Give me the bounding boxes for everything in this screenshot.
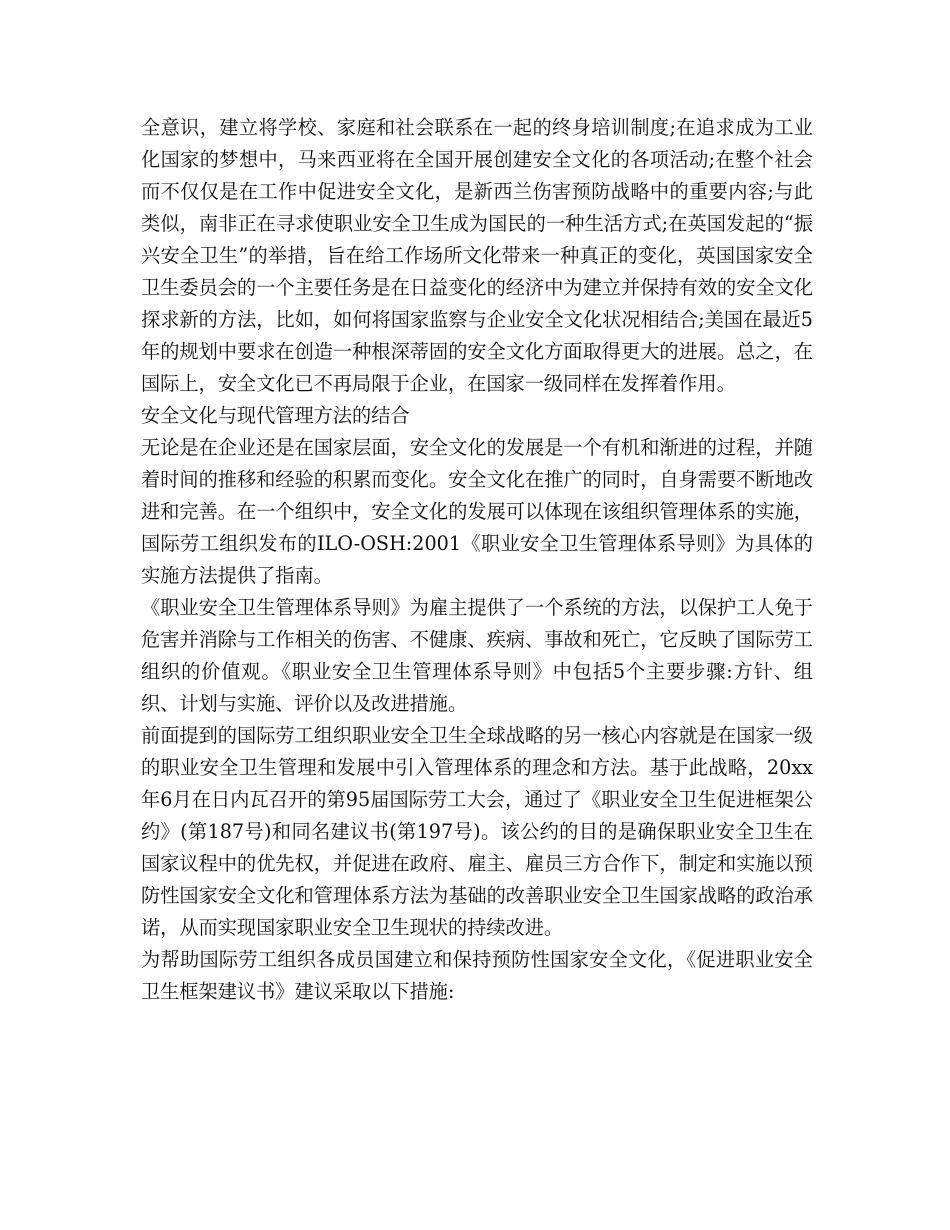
paragraph-recommendation-measures: 为帮助国际劳工组织各成员国建立和保持预防性国家安全文化，《促进职业安全卫生框架建议书》建议采取以下措施: — [141, 948, 813, 1003]
section-heading: 安全文化与现代管理方法的结合 — [141, 404, 410, 427]
paragraph-management-methods: 无论是在企业还是在国家层面，安全文化的发展是一个有机和渐进的过程，并随着时间的推移和经验的积累而变化。安全文化在推广的同时，自身需要不断地改进和完善。在一个组织中，安全文化的发展可以体现在该组织管理体系的实施，国际劳工组织发布的ILO-OSH:2001《职业安全卫生管理体系导则》为具体的实施方法提供了指南。 — [141, 436, 813, 587]
paragraph-ilo-osh-guidelines: 《职业安全卫生管理体系导则》为雇主提供了一个系统的方法，以保护工人免于危害并消除与工作相关的伤害、不健康、疾病、事故和死亡，它反映了国际劳工组织的价值观。《职业安全卫生管理体系导则》中包括5个主要步骤:方针、组织、计划与实施、评价以及改进措施。 — [141, 596, 813, 715]
paragraph-national-safety-culture: 全意识，建立将学校、家庭和社会联系在一起的终身培训制度;在追求成为工业化国家的梦想中，马来西亚将在全国开展创建安全文化的各项活动;在整个社会而不仅仅是在工作中促进安全文化，是新西兰伤害预防战略中的重要内容;与此类似，南非正在寻求使职业安全卫生成为国民的一种生活方式;在英国发起的“振兴安全卫生”的举措，旨在给工作场所文化带来一种真正的变化，英国国家安全卫生委员会的一个主要任务是在日益变化的经济中为建立并保持有效的安全文化探求新的方法，比如，如何将国家监察与企业安全文化状况相结合;美国在最近5年的规划中要求在创造一种根深蒂固的安全文化方面取得更大的进展。总之，在国际上，安全文化已不再局限于企业，在国家一级同样在发挥着作用。 — [141, 116, 813, 395]
paragraph-global-strategy: 前面提到的国际劳工组织职业安全卫生全球战略的另一核心内容就是在国家一级的职业安全卫生管理和发展中引入管理体系的理念和方法。基于此战略，20xx年6月在日内瓦召开的第95届国际劳工大会，通过了《职业安全卫生促进框架公约》(第187号)和同名建议书(第197号)。该公约的目的是确保职业安全卫生在国家议程中的优先权，并促进在政府、雇主、雇员三方合作下，制定和实施以预防性国家安全文化和管理体系方法为基础的改善职业安全卫生国家战略的政治承诺，从而实现国家职业安全卫生现状的持续改进。 — [141, 724, 813, 939]
document-page — [141, 112, 813, 1008]
